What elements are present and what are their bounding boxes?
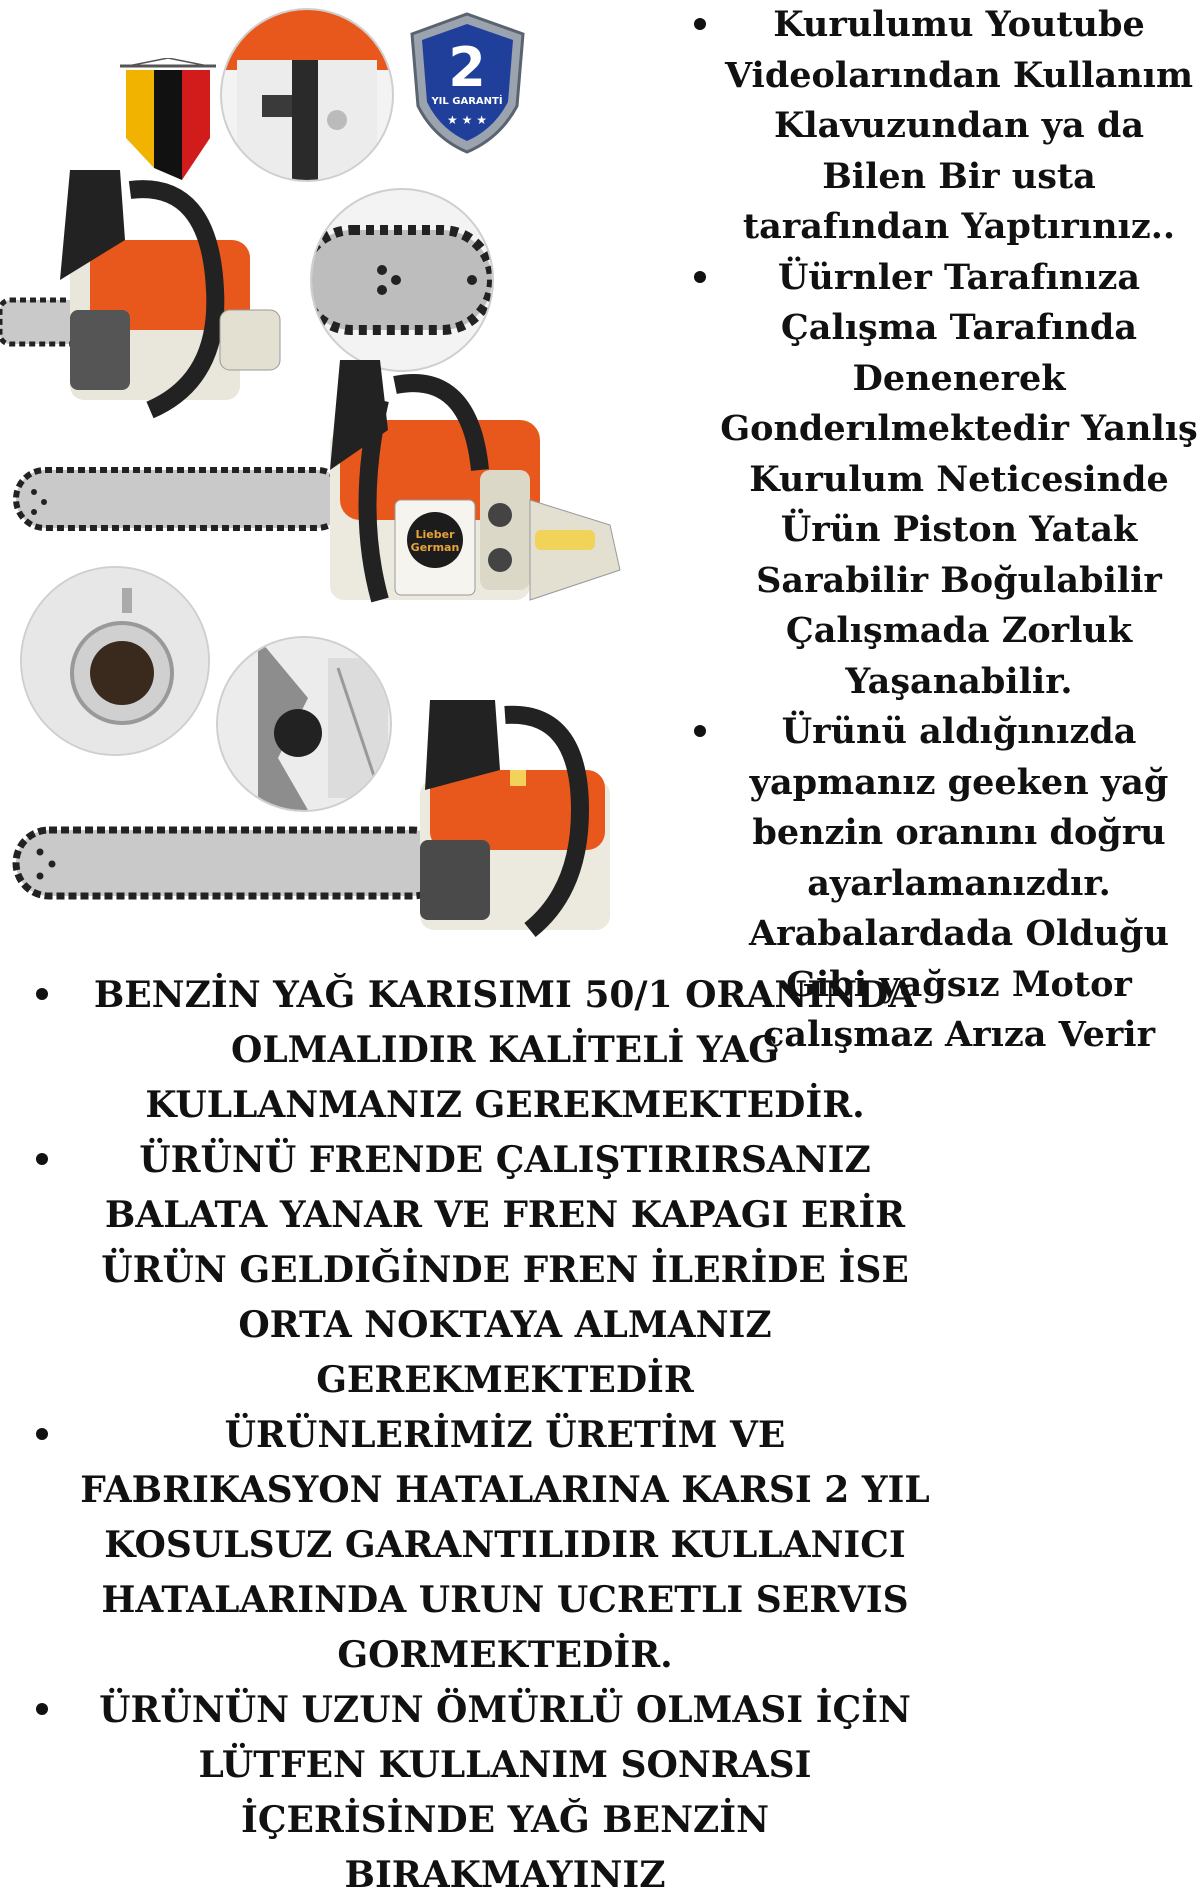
bottom-notes-list [20,968,960,1903]
warranty-badge [405,10,530,155]
right-note-item: Üürnler Tarafınıza Çalışma Tarafında Denenerek Gonderılmektedir Yanlış Kurulum Neticesinde Ürün Piston Yatak Sarabilir Boğulabilir Çalışmada Zorluk Yaşanabilir. [680,253,1200,708]
right-note-item: Ürünü aldığınızda yapmanız geeken yağ benzin oranını doğru ayarlamanızdır. Arabalardada Olduğu Gibi yağsız Motor çalışmaz Arıza Verir [680,707,1200,1061]
badge-stars-icon: ★ ★ ★ [447,113,487,127]
detail-handle-image [220,8,394,182]
detail-chain-bar-image [310,188,494,372]
bottom-note-item: ÜRÜNLERİMİZ ÜRETİM VE FABRIKASYON HATALARINA KARSI 2 YIL KOSULSUZ GARANTILIDIR KULLANICI HATALARINDA URUN UCRETLI SERVIS GORMEKTEDİR. [20,1408,960,1683]
badge-text: YIL GARANTİ [431,96,503,107]
bottom-note-item: BENZİN YAĞ KARISIMI 50/1 ORANINDA OLMALIDIR KALİTELİ YAG KULLANMANIZ GEREKMEKTEDİR. [20,968,960,1133]
bottom-note-item: ÜRÜNÜN UZUN ÖMÜRLÜ OLMASI İÇİN LÜTFEN KULLANIM SONRASI İÇERİSİNDE YAĞ BENZİN BIRAKMAYINIZ [20,1683,960,1903]
right-note-item: Kurulumu Youtube Videolarından Kullanım Klavuzundan ya da Bilen Bir usta tarafından Yaptırınız.. [680,0,1200,253]
chainsaw-image-3 [10,690,630,940]
saw-logo-line1: Lieber [415,528,455,541]
badge-number: 2 [448,36,486,99]
saw-logo-line2: German [410,541,460,554]
bottom-note-item: ÜRÜNÜ FRENDE ÇALIŞTIRIRSANIZ BALATA YANAR VE FREN KAPAGI ERİR ÜRÜN GELDIĞİNDE FREN İLERİDE İSE ORTA NOKTAYA ALMANIZ GEREKMEKTEDİR [20,1133,960,1408]
right-notes-list [680,0,1200,1061]
